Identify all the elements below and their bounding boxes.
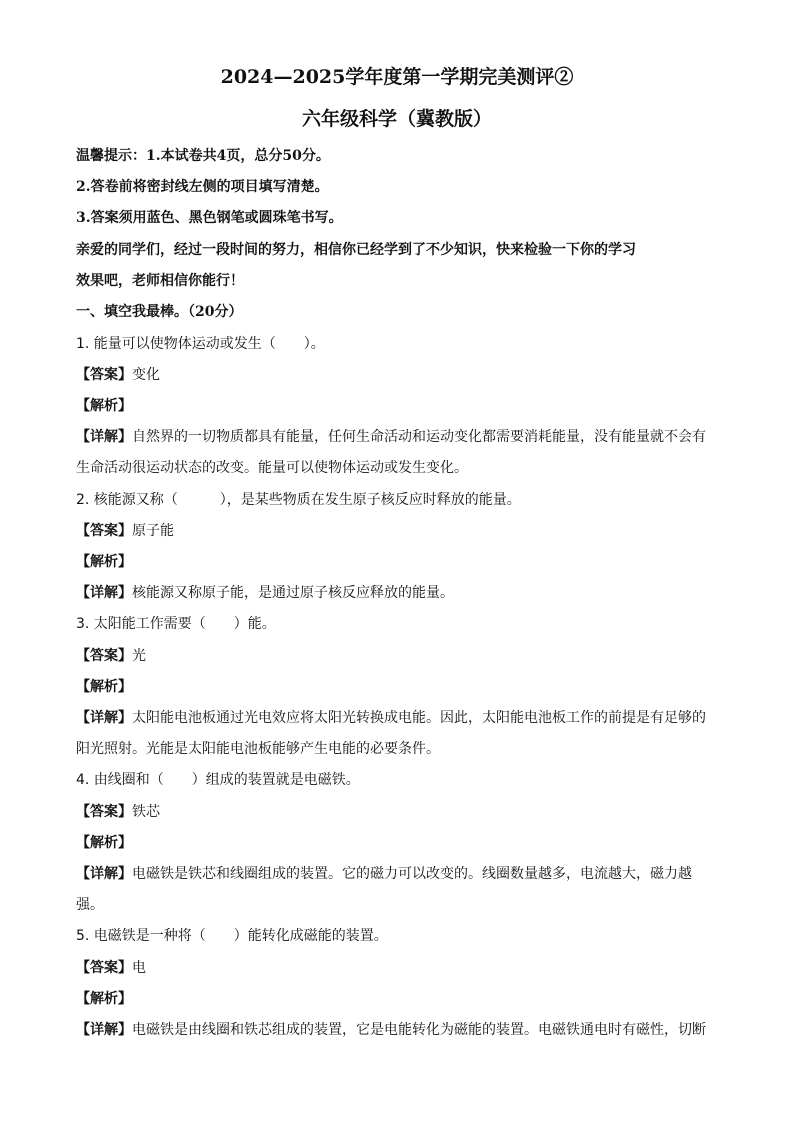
note-line: 2.答卷前将密封线左侧的项目填写清楚。 — [76, 179, 329, 195]
answer-line — [76, 521, 716, 541]
answer-text: 电 — [132, 960, 146, 976]
answer-line — [76, 365, 716, 385]
detail-line — [76, 708, 716, 728]
detail-tag: 【详解】 — [76, 585, 132, 601]
answer-text: 变化 — [132, 367, 160, 383]
answer-line — [76, 958, 716, 978]
detail-tag: 【详解】 — [76, 429, 132, 445]
detail-tag: 【详解】 — [76, 866, 132, 882]
detail-tag: 【详解】 — [76, 710, 132, 726]
note-line: 效果吧，老师相信你能行！ — [76, 273, 244, 289]
detail-text: 太阳能电池板通过光电效应将太阳光转换成电能。因此，太阳能电池板工作的前提是有足够的 — [132, 710, 706, 726]
answer-tag: 【答案】 — [76, 523, 132, 539]
detail-line — [76, 1020, 716, 1040]
answer-line — [76, 646, 716, 666]
detail-line — [76, 427, 716, 447]
detail-tag: 【详解】 — [76, 1022, 132, 1038]
question-text: 4. 由线圈和（ ）组成的装置就是电磁铁。 — [76, 772, 360, 788]
analysis-tag: 【解析】 — [76, 398, 132, 414]
detail-text: 自然界的一切物质都具有能量，任何生命活动和运动变化都需要消耗能量，没有能量就不会有 — [132, 429, 706, 445]
detail-text: 阳光照射。光能是太阳能电池板能够产生电能的必要条件。 — [76, 741, 440, 757]
detail-text: 强。 — [76, 897, 104, 913]
note-line: 亲爱的同学们，经过一段时间的努力，相信你已经学到了不少知识，快来检验一下你的学习 — [76, 242, 636, 258]
answer-tag: 【答案】 — [76, 804, 132, 820]
answer-tag: 【答案】 — [76, 648, 132, 664]
detail-line — [76, 864, 716, 884]
detail-text: 电磁铁是铁芯和线圈组成的装置。它的磁力可以改变的。线圈数量越多，电流越大，磁力越 — [132, 866, 692, 882]
question-text: 5. 电磁铁是一种将（ ）能转化成磁能的装置。 — [76, 928, 388, 944]
analysis-tag: 【解析】 — [76, 991, 132, 1007]
analysis-tag: 【解析】 — [76, 835, 132, 851]
answer-text: 原子能 — [132, 523, 174, 539]
exam-title: 2024—2025学年度第一学期完美测评② — [220, 66, 574, 88]
answer-line — [76, 802, 716, 822]
exam-subtitle: 六年级科学（冀教版） — [301, 108, 492, 130]
answer-tag: 【答案】 — [76, 367, 132, 383]
answer-tag: 【答案】 — [76, 960, 132, 976]
detail-line — [76, 583, 716, 603]
section-heading: 一、填空我最棒。（20分） — [76, 304, 243, 320]
question-text: 2. 核能源又称（ ），是某些物质在发生原子核反应时释放的能量。 — [76, 492, 521, 508]
note-line: 3.答案须用蓝色、黑色钢笔或圆珠笔书写。 — [76, 210, 343, 226]
analysis-tag: 【解析】 — [76, 679, 132, 695]
answer-text: 铁芯 — [132, 804, 160, 820]
question-text: 3. 太阳能工作需要（ ）能。 — [76, 616, 276, 632]
note-line: 温馨提示：1.本试卷共4页，总分50分。 — [76, 148, 330, 164]
question-text: 1. 能量可以使物体运动或发生（ ）。 — [76, 336, 325, 352]
detail-text: 电磁铁是由线圈和铁芯组成的装置，它是电能转化为磁能的装置。电磁铁通电时有磁性，切断 — [132, 1022, 706, 1038]
detail-text: 生命活动很运动状态的改变。能量可以使物体运动或发生变化。 — [76, 460, 468, 476]
detail-text: 核能源又称原子能，是通过原子核反应释放的能量。 — [132, 585, 454, 601]
answer-text: 光 — [132, 648, 146, 664]
analysis-tag: 【解析】 — [76, 554, 132, 570]
